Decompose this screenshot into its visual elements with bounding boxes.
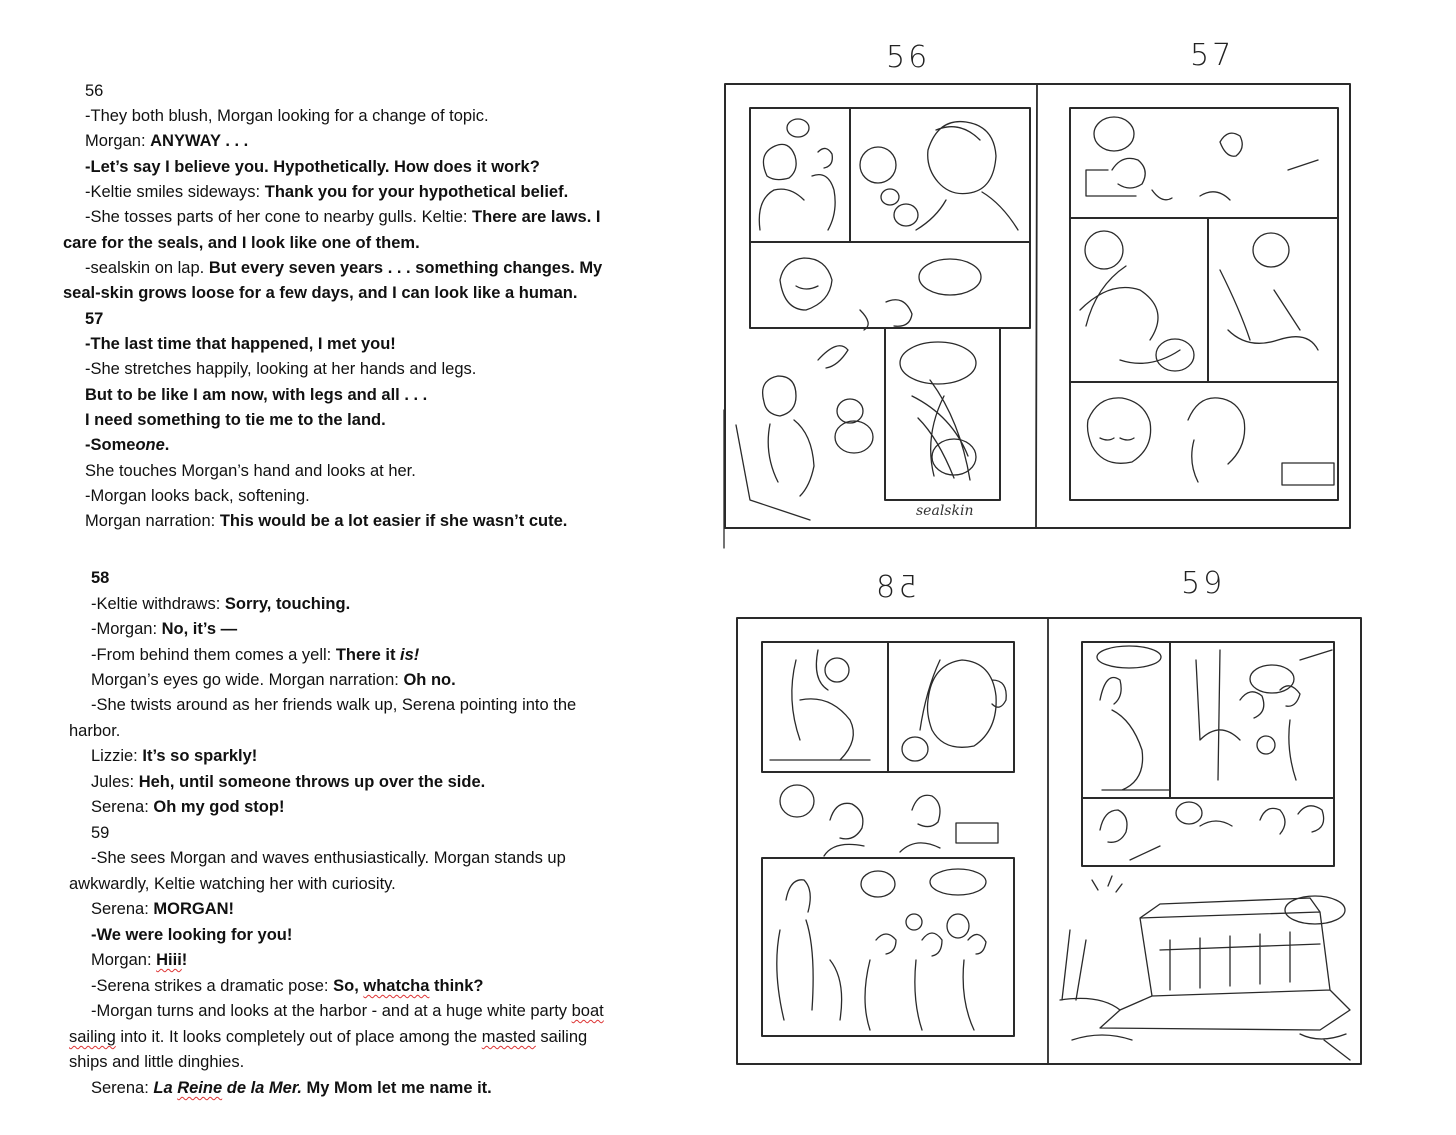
script-line: -Let’s say I believe you. Hypothetically. How does it work?	[85, 158, 540, 176]
speech-bubble	[894, 204, 918, 226]
script-line: Lizzie: It’s so sparkly!	[91, 747, 258, 765]
script-line: -Keltie smiles sideways: Thank you for your hypothetical belief.	[85, 183, 569, 201]
speech-bubble	[932, 439, 976, 475]
face-sketch	[1088, 398, 1245, 482]
script-line: Serena: Oh my god stop!	[91, 798, 285, 816]
speech-bubble	[881, 189, 899, 205]
script-line: -She stretches happily, looking at her hands and legs.	[85, 360, 477, 378]
speech-bubble	[837, 399, 863, 423]
script-line: -Someone.	[85, 436, 170, 454]
thumbnail-label-57: 57	[1190, 38, 1235, 73]
script-line: Morgan narration: This would be a lot easier if she wasn’t cute.	[85, 512, 568, 530]
panel-frame	[1082, 642, 1334, 866]
sealskin-annotation: sealskin	[916, 503, 974, 519]
speech-bubble	[1253, 233, 1289, 267]
script-line: -She tosses parts of her cone to nearby gulls. Keltie: There are laws. I	[85, 208, 601, 226]
thumbnail-label-59: 59	[1181, 566, 1226, 601]
speech-bubble	[930, 869, 986, 895]
figure-sketch	[759, 144, 835, 230]
figure-sketch	[724, 346, 848, 548]
script-line: -We were looking for you!	[91, 926, 293, 944]
page-number-56: 56	[85, 82, 104, 100]
speech-bubble	[825, 658, 849, 682]
caption-box	[956, 823, 998, 843]
hands-sketch	[1080, 266, 1318, 363]
speech-bubble	[1257, 736, 1275, 754]
figure-sketch	[780, 258, 912, 330]
speech-bubble	[919, 259, 981, 295]
script-document	[0, 0, 700, 1135]
figure-sketch	[1100, 678, 1170, 791]
speech-bubble	[860, 147, 896, 183]
script-line: -Morgan: No, it’s —	[91, 620, 238, 638]
panel-frame	[885, 328, 1000, 500]
speech-bubble	[947, 914, 969, 938]
speech-bubble	[902, 737, 928, 761]
script-line: I need something to tie me to the land.	[85, 411, 386, 429]
face-sketch	[920, 660, 1006, 747]
script-line: But to be like I am now, with legs and all . . .	[85, 386, 428, 404]
page-number-59: 59	[91, 824, 110, 842]
script-line: Morgan: ANYWAY . . .	[85, 132, 249, 150]
harbor-sketch	[1060, 930, 1350, 1060]
crowd-sketch	[777, 880, 986, 1030]
speech-bubble	[861, 871, 895, 897]
figure-sketch	[1086, 133, 1318, 200]
figure-sketch	[1196, 650, 1332, 780]
script-line: sailing into it. It looks completely out of place among the masted sailing	[69, 1028, 588, 1046]
script-line: -She twists around as her friends walk up, Serena pointing into the	[91, 696, 577, 714]
script-line: -She sees Morgan and waves enthusiastically. Morgan stands up	[91, 849, 566, 867]
script-line: -Morgan turns and looks at the harbor - and at a huge white party boat	[91, 1002, 604, 1020]
script-line: ships and little dinghies.	[69, 1053, 245, 1071]
thumbnail-sketch-sheet	[700, 0, 1456, 1135]
sparkle-marks	[1092, 876, 1122, 892]
script-line: Jules: Heh, until someone throws up over the side.	[91, 773, 486, 791]
page-number-57: 57	[85, 310, 104, 328]
script-line: -They both blush, Morgan looking for a change of topic.	[85, 107, 489, 125]
gutter-line	[1036, 85, 1037, 528]
panel-frame	[750, 242, 1030, 328]
speech-bubble	[787, 119, 809, 137]
figure-sketch	[770, 650, 870, 760]
figure-sketch	[824, 795, 940, 856]
tangle-sketch	[912, 380, 970, 480]
panel-frame	[762, 858, 1014, 1036]
script-line: Morgan: Hiii!	[91, 951, 188, 969]
figure-sketch	[1100, 806, 1324, 860]
script-line: seal-skin grows loose for a few days, and I can look like a human.	[63, 284, 578, 302]
thumbnail-label-58: 58	[873, 570, 918, 605]
speech-bubble	[780, 785, 814, 817]
speech-bubble	[906, 914, 922, 930]
script-line: -sealskin on lap. But every seven years . . . something changes. My	[85, 259, 603, 277]
script-line: -Serena strikes a dramatic pose: So, whatcha think?	[91, 977, 484, 995]
page-number-58: 58	[91, 569, 110, 587]
script-line: She touches Morgan’s hand and looks at her.	[85, 462, 416, 480]
spread-58-59	[737, 618, 1361, 1064]
speech-bubble	[900, 342, 976, 384]
script-line: care for the seals, and I look like one of them.	[63, 234, 420, 252]
party-boat-sketch	[1100, 898, 1350, 1030]
thumbnail-sketches	[700, 0, 1456, 1135]
script-line: -Keltie withdraws: Sorry, touching.	[91, 595, 351, 613]
script-line: awkwardly, Keltie watching her with curiosity.	[69, 875, 396, 893]
script-line: Morgan’s eyes go wide. Morgan narration: Oh no.	[91, 671, 456, 689]
speech-bubble	[1097, 646, 1161, 668]
sketch-58-59	[770, 646, 1350, 1060]
script-line: harbor.	[69, 722, 121, 740]
thumbnail-label-56: 56	[886, 40, 931, 75]
caption-box	[1282, 463, 1334, 485]
script-line: -From behind them comes a yell: There it is!	[91, 646, 420, 664]
speech-bubble	[1250, 665, 1294, 693]
speech-bubble	[1094, 117, 1134, 151]
script-line: Serena: MORGAN!	[91, 900, 235, 918]
script-line: Serena: La Reine de la Mer. My Mom let me name it.	[91, 1079, 492, 1097]
speech-bubble	[835, 421, 873, 453]
figure-sketch	[916, 122, 1018, 230]
script-line: -The last time that happened, I met you!	[85, 335, 396, 353]
script-line: -Morgan looks back, softening.	[85, 487, 310, 505]
speech-bubble	[1176, 802, 1202, 824]
speech-bubble	[1085, 231, 1123, 269]
spread-frame	[737, 618, 1361, 1064]
speech-bubble	[1156, 339, 1194, 371]
speech-bubble	[1285, 896, 1345, 924]
